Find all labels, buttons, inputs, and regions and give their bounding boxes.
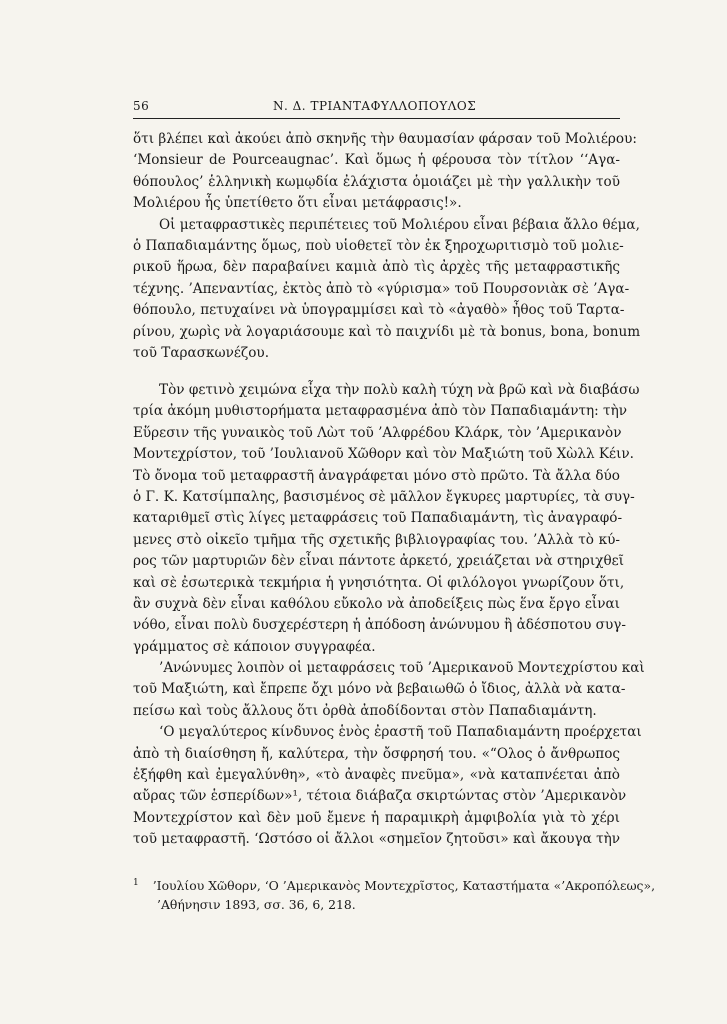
text-line: αὔρας τῶν ἑσπερίδων»¹, τέτοια διάβαζα σκιρτώντας στὸν ’Αμερικανὸν (133, 788, 627, 805)
text-line: ὅτι βλέπει καὶ ἀκούει ἀπὸ σκηνῆς τὴν θαυμασίαν φάρσαν τοῦ Μολιέρου: (133, 131, 637, 147)
text-line: Τὸν φετινὸ χειμώνα εἶχα τὴν πολὺ καλὴ τύχη νὰ βρῶ καὶ νὰ διαβάσω (159, 382, 640, 398)
text-line: τοῦ μεταφραστῆ. ‘Ωστόσο οἱ ἄλλοι «σημεῖον ζητοῦσι» καὶ ἄκουγα τὴν (133, 831, 621, 848)
text-block-1 (133, 129, 641, 364)
header-rule (133, 118, 620, 119)
footnote-mark: 1 (133, 878, 139, 888)
text-line: γράμματος σὲ κάποιον συγγραφέα. (133, 638, 376, 655)
text-line: καὶ σὲ ἐσωτερικὰ τεκμήρια ἡ γνησιότητα. Οἱ φιλόλογοι γνωρίζουν ὅτι, (133, 574, 625, 591)
text-line: ἐξήφθη καὶ ἐμεγαλύνθη», «τὸ ἀναφὲς πνεῦμα», «νὰ καταπνέεται ἀπὸ (133, 767, 620, 784)
text-line: ρικοῦ ἥρωα, δὲν παραβαίνει καμιὰ ἀπὸ τὶς ἀρχὲς τῆς μεταφραστικῆς (133, 259, 620, 276)
text-block-2 (133, 380, 645, 851)
text-line: ἂν συχνὰ δὲν εἶναι καθόλου εὔκολο νὰ ἀποδείξεις πὼς ἕνα ἔργο εἶναι (133, 595, 620, 612)
text-line: πείσω καὶ τοὺς ἄλλους ὅτι ὀρθὰ ἀποδίδονται στὸν Παπαδιαμάντη. (133, 702, 597, 719)
text-line: ‘Ο μεγαλύτερος κίνδυνος ἑνὸς ἐραστῆ τοῦ Παπαδιαμάντη προέρχεται (159, 724, 642, 741)
text-line: ’Ανώνυμες λοιπὸν οἱ μεταφράσεις τοῦ ’Αμερικανοῦ Μοντεχρίστου καὶ (159, 660, 645, 677)
footnote-line: ’Αθήνησιν 1893, σσ. 36, 6, 218. (157, 897, 356, 913)
running-title: Ν. Δ. ΤΡΙΑΝΤΑΦΥΛΛΟΠΟΥΛΟΣ (273, 99, 477, 113)
text-line: Τὸ ὄνομα τοῦ μεταφραστῆ ἀναγράφεται μόνο στὸ πρῶτο. Τὰ ἄλλα δύο (133, 467, 620, 484)
text-line: ρίνου, χωρὶς νὰ λογαριάσουμε καὶ τὸ παιχνίδι μὲ τὰ bonus, bona, bonum (133, 323, 641, 340)
text-line: Οἱ μεταφραστικὲς περιπέτειες τοῦ Μολιέρου εἶναι βέβαια ἄλλο θέμα, (159, 216, 640, 233)
text-line: τρία ἀκόμη μυθιστορήματα μεταφρασμένα ἀπὸ τὸν Παπαδιαμάντη: τὴν (133, 403, 627, 420)
text-line: ‘Monsieur de Pourceaugnac’. Καὶ ὅμως ἡ φέρουσα τὸν τίτλον ‘‘Αγα- (133, 152, 620, 169)
text-line: τοῦ Μαξιώτη, καὶ ἔπρεπε ὄχι μόνο νὰ βεβαιωθῶ ὁ ἴδιος, ἀλλὰ νὰ κατα- (133, 681, 626, 698)
text-line: τέχνης. ’Απεναντίας, ἐκτὸς ἀπὸ τὸ «γύρισμα» τοῦ Πουρσονιὰκ σὲ ’Αγα- (133, 280, 630, 297)
text-line: θόπουλος’ ἑλληνικὴ κωμῳδία ἐλάχιστα ὁμοιάζει μὲ τὴν γαλλικὴν τοῦ (133, 173, 620, 190)
text-line: ἀπὸ τὴ διαίσθηση ἤ, καλύτερα, τὴν ὄσφρησή του. «“Ολος ὁ ἄνθρωπος (133, 745, 620, 762)
text-line: μενες στὸ οἰκεῖο τμῆμα τῆς σχετικῆς βιβλιογραφίας του. ’Αλλὰ τὸ κύ- (133, 531, 620, 548)
footnote-text: ’Ιουλίου Χῶθορν, ‘Ο ’Αμερικανὸς Μοντεχρῖστος, Καταστήματα «’Ακροπόλεως», (152, 878, 656, 894)
text-line: ὁ Γ. Κ. Κατσίμπαλης, βασισμένος σὲ μᾶλλον ἔγκυρες μαρτυρίες, τὰ συγ- (133, 488, 635, 505)
text-line: Μοντεχρίστον, τοῦ ’Ιουλιανοῦ Χῶθορν καὶ τὸν Μαξιώτη τοῦ Χὼλλ Κέιν. (133, 446, 634, 463)
text-line: Εὕρεσιν τῆς γυναικὸς τοῦ Λὼτ τοῦ ’Αλφρέδου Κλάρκ, τὸν ’Αμερικανὸν (133, 424, 622, 441)
page-number: 56 (133, 99, 150, 113)
page-header (133, 99, 620, 113)
text-line: ὁ Παπαδιαμάντης ὅμως, ποὺ υἱοθετεῖ τὸν ἐκ ξηροχωριτισμὸ τοῦ μολιε- (133, 237, 624, 254)
text-line: τοῦ Ταρασκωνέζου. (133, 344, 270, 361)
text-line: θόπουλο, πετυχαίνει νὰ ὑπογραμμίσει καὶ τὸ «ἀγαθὸ» ἦθος τοῦ Ταρτα- (133, 302, 625, 319)
text-line: Μοντεχρίστον καὶ δὲν μοῦ ἔμενε ἡ παραμικρὴ ἀμφιβολία γιὰ τὸ χέρι (133, 809, 620, 826)
text-line: καταριθμεῖ στὶς λίγες μεταφράσεις τοῦ Παπαδιαμάντη, τὶς ἀναγραφό- (133, 510, 623, 527)
text-line: ρος τῶν μαρτυριῶν δὲν εἶναι πάντοτε ἀρκετό, χρειάζεται νὰ στηριχθεῖ (133, 553, 625, 570)
footnote-line (133, 874, 656, 895)
text-line: νόθο, εἶναι πολὺ δυσχερέστερη ἡ ἀπόδοση ἀνώνυμου ἢ ἀδέσποτου συγ- (133, 617, 626, 634)
text-line: Μολιέρου ἧς ὑπετίθετο ὅτι εἶναι μετάφρασις!». (133, 195, 462, 212)
footnote (133, 874, 656, 914)
